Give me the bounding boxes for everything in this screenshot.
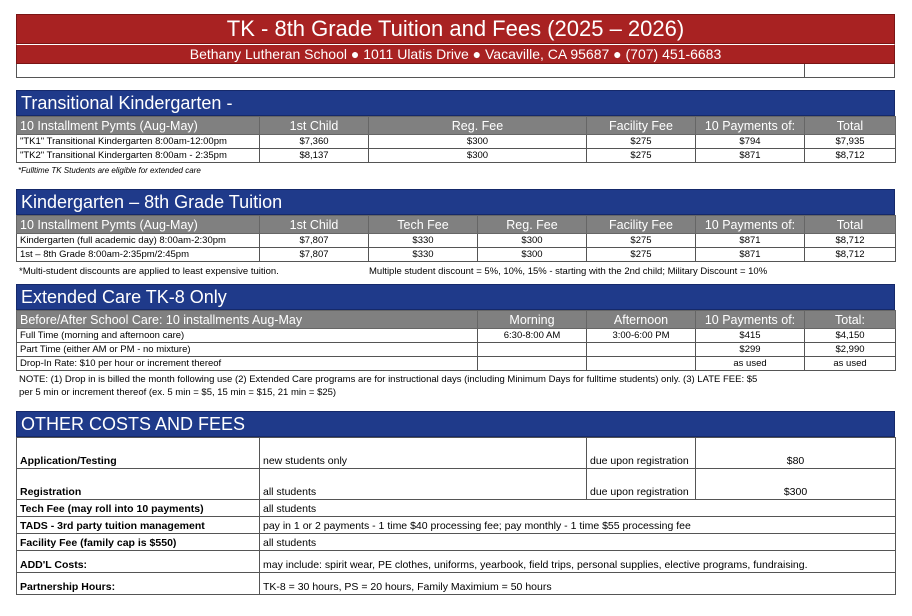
cell: may include: spirit wear, PE clothes, uniforms, yearbook, field trips, personal supplies, elective programs, fundraising. [260,551,896,573]
cell: $794 [696,135,805,149]
cell: $275 [587,234,696,248]
cell: $330 [369,234,478,248]
row-label: Drop-In Rate: $10 per hour or increment thereof [17,357,478,371]
col-header: Reg. Fee [369,117,587,135]
col-header: Afternoon [587,311,696,329]
spacer-row [16,64,895,78]
col-header: 10 Installment Pymts (Aug-May) [17,216,260,234]
cell [478,357,587,371]
cell: $300 [369,149,587,163]
tk-column-headers [17,117,896,135]
row-label: ADD'L Costs: [17,551,260,573]
cell: TK-8 = 30 hours, PS = 20 hours, Family Maximium = 50 hours [260,573,896,595]
cell: $415 [696,329,805,343]
discount-notes [16,262,895,281]
table-row [17,534,896,551]
col-header: Total [805,117,896,135]
ext-note [16,371,895,401]
cell: due upon registration [587,438,696,469]
row-label: Application/Testing [17,438,260,469]
cell: $871 [696,248,805,262]
tk-section-heading [16,90,895,116]
cell: all students [260,534,896,551]
col-header: Reg. Fee [478,216,587,234]
tuition-sheet [16,14,895,595]
page-title: TK - 8th Grade Tuition and Fees (2025 – 2026) [16,14,895,44]
col-header: Tech Fee [369,216,478,234]
cell: $7,807 [260,234,369,248]
col-header: 10 Payments of: [696,117,805,135]
col-header: 10 Payments of: [696,311,805,329]
cell: $7,360 [260,135,369,149]
cell: 3:00-6:00 PM [587,329,696,343]
cell: $330 [369,248,478,262]
cell: $299 [696,343,805,357]
ext-heading-text: Extended Care TK-8 Only [21,286,227,307]
cell: $2,990 [805,343,896,357]
ext-section-heading [16,284,895,310]
col-header: Facility Fee [587,216,696,234]
cell: $8,712 [805,248,896,262]
table-row [17,357,896,371]
cell: $300 [696,469,896,500]
row-label: Tech Fee (may roll into 10 payments) [17,500,260,517]
col-header: 10 Payments of: [696,216,805,234]
k8-column-headers [17,216,896,234]
cell: $300 [369,135,587,149]
other-section-heading [16,411,895,437]
table-row [17,469,896,500]
col-header: Total [805,216,896,234]
table-row [17,517,896,534]
cell: $275 [587,248,696,262]
cell: $4,150 [805,329,896,343]
cell: $8,137 [260,149,369,163]
row-label: Facility Fee (family cap is $550) [17,534,260,551]
table-row [17,551,896,573]
table-row [17,234,896,248]
other-heading-text: OTHER COSTS AND FEES [21,413,246,434]
cell: $300 [478,234,587,248]
col-header: 10 Installment Pymts (Aug-May) [17,117,260,135]
row-label: "TK1" Transitional Kindergarten 8:00am-12:00pm [17,135,260,149]
table-row [17,343,896,357]
cell: $7,935 [805,135,896,149]
cell: $275 [587,149,696,163]
cell: pay in 1 or 2 payments - 1 time $40 processing fee; pay monthly - 1 time $55 processing fee [260,517,896,534]
cell: $8,712 [805,234,896,248]
cell: $871 [696,234,805,248]
col-header: Morning [478,311,587,329]
cell [587,357,696,371]
ext-note-line: per 5 min or increment thereof (ex. 5 min = $5, 15 min = $15, 21 min = $25) [19,387,337,398]
cell: $7,807 [260,248,369,262]
other-costs-table [16,437,896,595]
table-row [17,329,896,343]
table-row [17,248,896,262]
table-row [17,135,896,149]
row-label: Partnership Hours: [17,573,260,595]
row-label: Registration [17,469,260,500]
cell: as used [805,357,896,371]
cell: new students only [260,438,587,469]
cell: $300 [478,248,587,262]
table-row [17,438,896,469]
col-header: Total: [805,311,896,329]
cell: due upon registration [587,469,696,500]
cell: all students [260,500,896,517]
ext-column-headers [17,311,896,329]
cell [478,343,587,357]
table-row [17,149,896,163]
table-row [17,573,896,595]
k8-section-heading [16,189,895,215]
row-label: 1st – 8th Grade 8:00am-2:35pm/2:45pm [17,248,260,262]
cell: $8,712 [805,149,896,163]
row-label: Part Time (either AM or PM - no mixture) [17,343,478,357]
cell [587,343,696,357]
ext-table [16,310,896,371]
cell: $871 [696,149,805,163]
col-header: Before/After School Care: 10 installments Aug-May [17,311,478,329]
ext-note-line: NOTE: (1) Drop in is billed the month following use (2) Extended Care programs are for instructional days (including Minimum Days for fulltime students) only. (3) LATE FEE: $5 [19,374,758,385]
table-row [17,500,896,517]
tk-heading-text: Transitional Kindergarten - [21,92,233,113]
k8-table [16,215,896,262]
row-label: TADS - 3rd party tuition management [17,517,260,534]
cell: as used [696,357,805,371]
school-contact-line: Bethany Lutheran School ● 1011 Ulatis Drive ● Vacaville, CA 95687 ● (707) 451-6683 [16,44,895,64]
discount-note-left: *Multi-student discounts are applied to least expensive tuition. [19,266,279,277]
k8-heading-text: Kindergarten – 8th Grade Tuition [21,191,283,212]
row-label: Full Time (morning and afternoon care) [17,329,478,343]
tk-note: *Fulltime TK Students are eligible for extended care [18,166,201,175]
row-label: Kindergarten (full academic day) 8:00am-2:30pm [17,234,260,248]
col-header: 1st Child [260,216,369,234]
discount-note-right: Multiple student discount = 5%, 10%, 15% - starting with the 2nd child; Military Discount = 10% [369,266,768,277]
tk-table [16,116,896,163]
cell: $275 [587,135,696,149]
row-label: "TK2" Transitional Kindergarten 8:00am - 2:35pm [17,149,260,163]
col-header: Facility Fee [587,117,696,135]
cell: 6:30-8:00 AM [478,329,587,343]
cell: $80 [696,438,896,469]
col-header: 1st Child [260,117,369,135]
cell: all students [260,469,587,500]
